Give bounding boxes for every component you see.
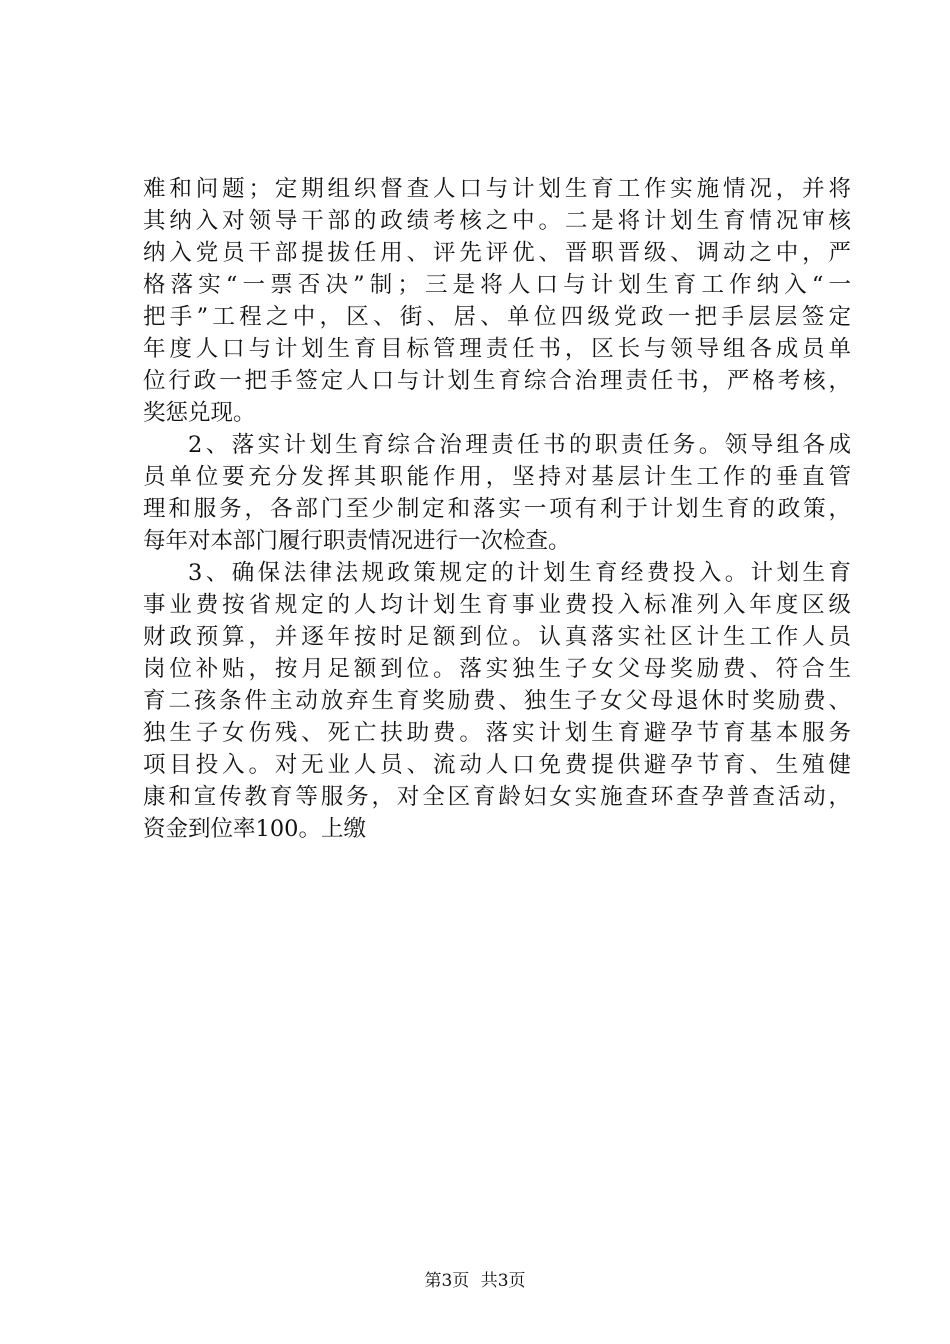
text-line: 独生子女伤残、死亡扶助费。落实计划生育避孕节育基本服务 [143, 720, 851, 746]
document-body [143, 173, 851, 845]
text-line: 格落实“一票否决”制；三是将人口与计划生育工作纳入“一 [143, 272, 851, 298]
text-line: 每年对本部门履行职责情况进行一次检查。 [143, 528, 571, 554]
text-line: 2、落实计划生育综合治理责任书的职责任务。领导组各成 [188, 432, 851, 458]
text-line: 康和宣传教育等服务，对全区育龄妇女实施查环查孕普查活动， [143, 784, 851, 810]
text-line: 其纳入对领导干部的政绩考核之中。二是将计划生育情况审核 [143, 208, 851, 234]
text-line: 3、确保法律法规政策规定的计划生育经费投入。计划生育 [188, 560, 851, 586]
text-line: 育二孩条件主动放弃生育奖励费、独生子女父母退休时奖励费、 [143, 688, 851, 714]
text-line: 员单位要充分发挥其职能作用，坚持对基层计生工作的垂直管 [143, 464, 851, 490]
text-line: 项目投入。对无业人员、流动人口免费提供避孕节育、生殖健 [143, 752, 851, 778]
page-total: 共3页 [480, 1271, 526, 1291]
text-line: 财政预算，并逐年按时足额到位。认真落实社区计生工作人员 [143, 624, 851, 650]
text-line: 位行政一把手签定人口与计划生育综合治理责任书，严格考核， [143, 368, 851, 394]
text-line: 把手”工程之中，区、街、居、单位四级党政一把手层层签定 [143, 304, 851, 330]
text-line: 纳入党员干部提拔任用、评先评优、晋职晋级、调动之中，严 [143, 240, 851, 266]
text-line: 资金到位率100。上缴 [143, 816, 366, 842]
text-line: 理和服务，各部门至少制定和落实一项有利于计划生育的政策， [143, 496, 851, 522]
text-line: 奖惩兑现。 [143, 400, 256, 426]
text-line: 岗位补贴，按月足额到位。落实独生子女父母奖励费、符合生 [143, 656, 851, 682]
text-line: 年度人口与计划生育目标管理责任书，区长与领导组各成员单 [143, 336, 851, 362]
page-footer [0, 1271, 950, 1291]
page-number: 第3页 [424, 1271, 470, 1291]
text-line: 难和问题；定期组织督查人口与计划生育工作实施情况，并将 [143, 176, 851, 202]
text-line: 事业费按省规定的人均计划生育事业费投入标准列入年度区级 [143, 592, 851, 618]
